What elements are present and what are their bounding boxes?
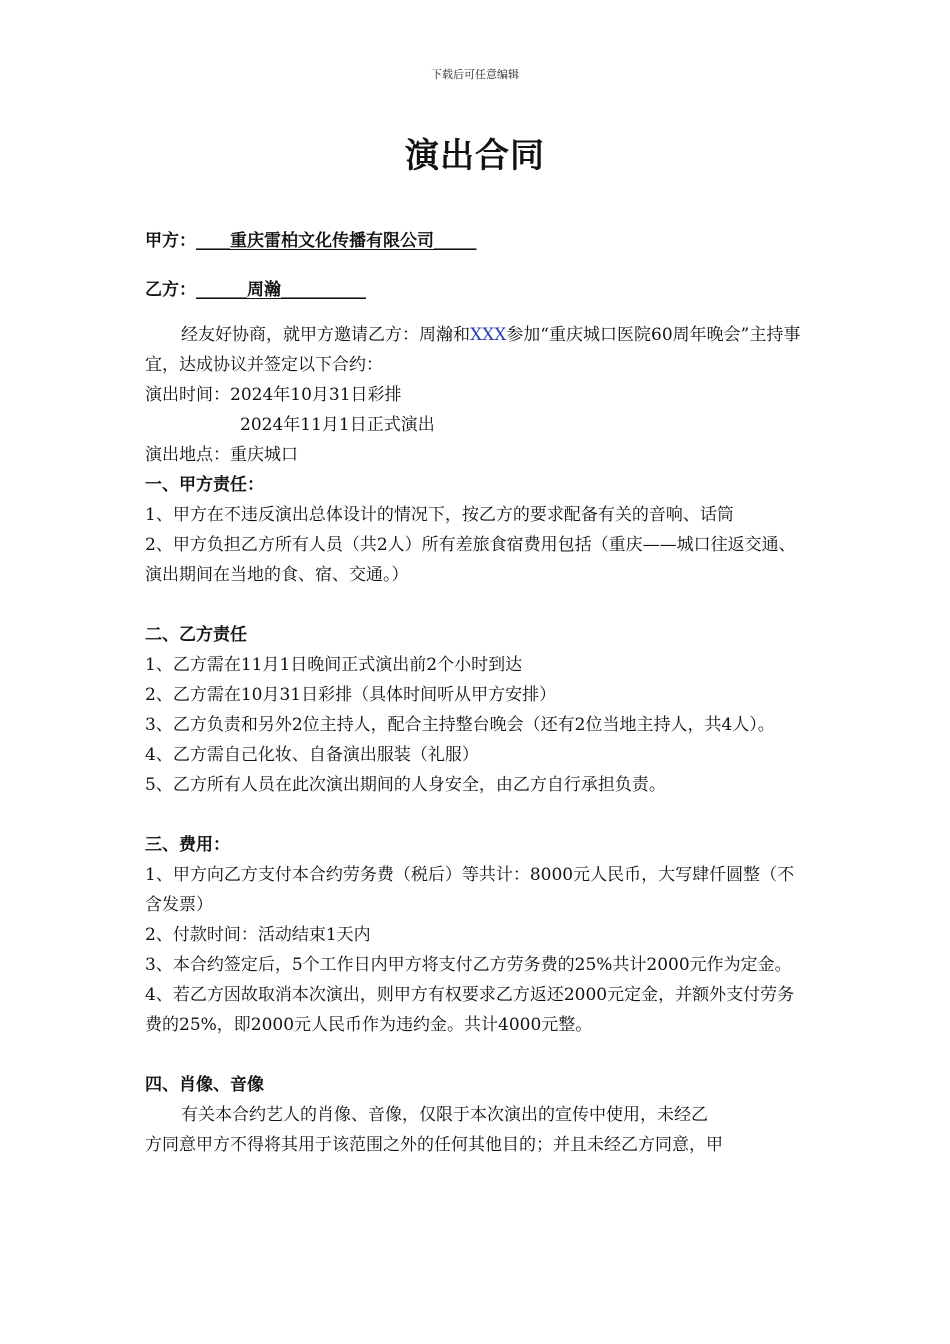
intro-placeholder: XXX (470, 325, 507, 345)
section-2-item: 3、乙方负责和另外2位主持人，配合主持整台晚会（还有2位当地主持人，共4人）。 (145, 715, 775, 735)
section-3-item: 2、付款时间：活动结束1天内 (145, 925, 371, 945)
party-b-blank-pre: ______ (196, 280, 247, 300)
party-b-name: 周瀚 (247, 280, 281, 300)
party-b-label: 乙方： (145, 280, 196, 300)
document-title: 演出合同 (405, 136, 545, 176)
performance-time (145, 380, 810, 410)
time-rehearsal: 2024年10月31日彩排 (230, 385, 402, 405)
section-2-item: 4、乙方需自己化妆、自备演出服装（礼服） (145, 745, 479, 765)
section-1-title: 一、甲方责任： (145, 475, 264, 495)
intro-paragraph (145, 320, 810, 380)
time-label: 演出时间： (145, 385, 230, 405)
section-2-item: 5、乙方所有人员在此次演出期间的人身安全，由乙方自行承担负责。 (145, 775, 666, 795)
section-4-title: 四、肖像、音像 (145, 1075, 264, 1095)
performance-place: 演出地点：重庆城口 (145, 445, 298, 465)
section-4-paragraph-line-1: 有关本合约艺人的肖像、音像，仅限于本次演出的宣传中使用，未经乙 (181, 1105, 708, 1125)
section-3-title: 三、费用： (145, 835, 230, 855)
section-3-item: 4、若乙方因故取消本次演出，则甲方有权要求乙方返还2000元定金，并额外支付劳务费的25%，即2000元人民币作为违约金。共计4000元整。 (145, 985, 795, 1035)
performance-time-2: 2024年11月1日正式演出 (240, 415, 435, 435)
party-a-label: 甲方： (145, 231, 196, 251)
party-a-line (145, 226, 477, 251)
section-2-title: 二、乙方责任 (145, 625, 247, 645)
section-1-item: 1、甲方在不违反演出总体设计的情况下，按乙方的要求配备有关的音响、话筒 (145, 505, 734, 525)
section-2-item: 1、乙方需在11月1日晚间正式演出前2个小时到达 (145, 655, 523, 675)
section-3-item: 1、甲方向乙方支付本合约劳务费（税后）等共计：8000元人民币，大写肆仟圆整（不含发票） (145, 865, 795, 915)
section-1-item: 2、甲方负担乙方所有人员（共2人）所有差旅食宿费用包括（重庆——城口往返交通、演出期间在当地的食、宿、交通。） (145, 535, 796, 585)
party-b-line (145, 275, 366, 300)
party-a-name: 重庆雷柏文化传播有限公司 (230, 231, 434, 251)
contract-body (145, 320, 810, 1160)
intro-text-2: 参加“重庆城口医院60周年晚会”主持事宜，达成协议并签定以下合约： (145, 325, 801, 375)
header-note: 下载后可任意编辑 (431, 68, 519, 81)
party-b-blank-post: __________ (281, 280, 366, 300)
section-3-item: 3、本合约签定后，5个工作日内甲方将支付乙方劳务费的25%共计2000元作为定金。 (145, 955, 792, 975)
party-a-blank-pre: ____ (196, 231, 230, 251)
party-a-blank-post: _____ (434, 231, 477, 251)
section-4-paragraph-line-2: 方同意甲方不得将其用于该范围之外的任何其他目的；并且未经乙方同意，甲 (145, 1135, 723, 1155)
section-2-item: 2、乙方需在10月31日彩排（具体时间听从甲方安排） (145, 685, 557, 705)
intro-text-1: 经友好协商，就甲方邀请乙方：周瀚和 (181, 325, 470, 345)
